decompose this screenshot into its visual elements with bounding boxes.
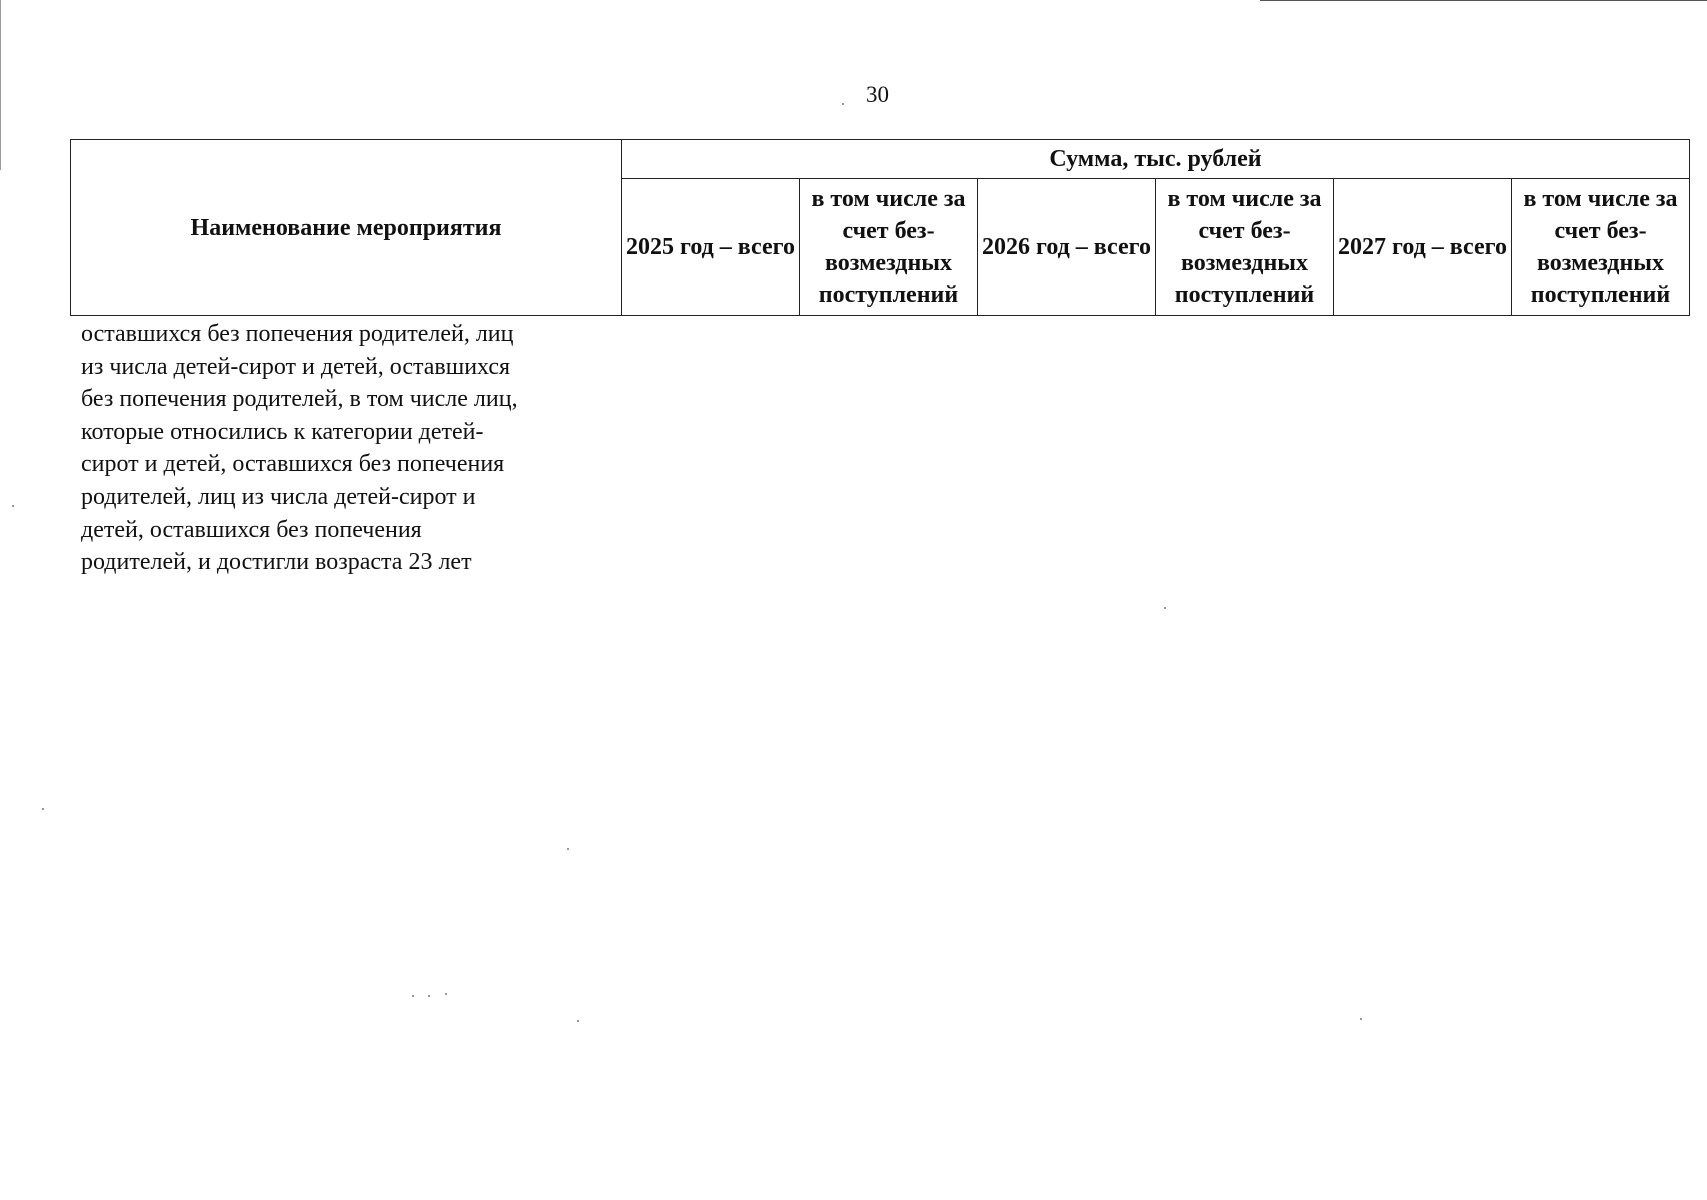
text-line: без попечения родителей, в том числе лиц, — [81, 386, 518, 413]
text-line: из числа детей-сирот и детей, оставшихся — [81, 353, 511, 380]
text-line: детей, оставшихся без попечения — [81, 516, 422, 543]
text-line: родителей, и достигли возраста 23 лет — [81, 549, 472, 576]
scan-speck — [445, 993, 447, 995]
header-table — [70, 139, 1690, 316]
scan-speck — [1164, 607, 1166, 609]
col-2027-free: в том числе за счет без-возмездных поступлений — [1512, 179, 1690, 316]
scan-speck — [428, 995, 430, 997]
scan-edge-line — [1260, 0, 1707, 1]
scan-speck — [1360, 1018, 1362, 1020]
scan-speck — [42, 808, 44, 810]
text-line: родителей, лиц из числа детей-сирот и — [81, 483, 476, 510]
text-line: сирот и детей, оставшихся без попечения — [81, 451, 505, 478]
text-line: оставшихся без попечения родителей, лиц — [81, 321, 514, 347]
scan-speck — [577, 1020, 579, 1022]
scan-speck — [12, 505, 14, 507]
activity-name-continuation — [81, 318, 621, 579]
col-2025-free: в том числе за счет без-возмездных поступлений — [800, 179, 978, 316]
col-2026-free: в том числе за счет без-возмездных поступлений — [1156, 179, 1334, 316]
scan-speck — [412, 995, 414, 997]
col-2027-total: 2027 год – всего — [1334, 179, 1512, 316]
scan-speck — [842, 103, 844, 105]
col-2025-total: 2025 год – всего — [622, 179, 800, 316]
name-header: Наименование мероприятия — [71, 140, 622, 316]
col-2026-total: 2026 год – всего — [978, 179, 1156, 316]
scan-left-edge — [0, 0, 1, 170]
page-number: 30 — [866, 82, 889, 107]
sum-header: Сумма, тыс. рублей — [622, 140, 1690, 179]
text-line: которые относились к категории детей- — [81, 418, 484, 445]
scan-speck — [567, 848, 569, 850]
